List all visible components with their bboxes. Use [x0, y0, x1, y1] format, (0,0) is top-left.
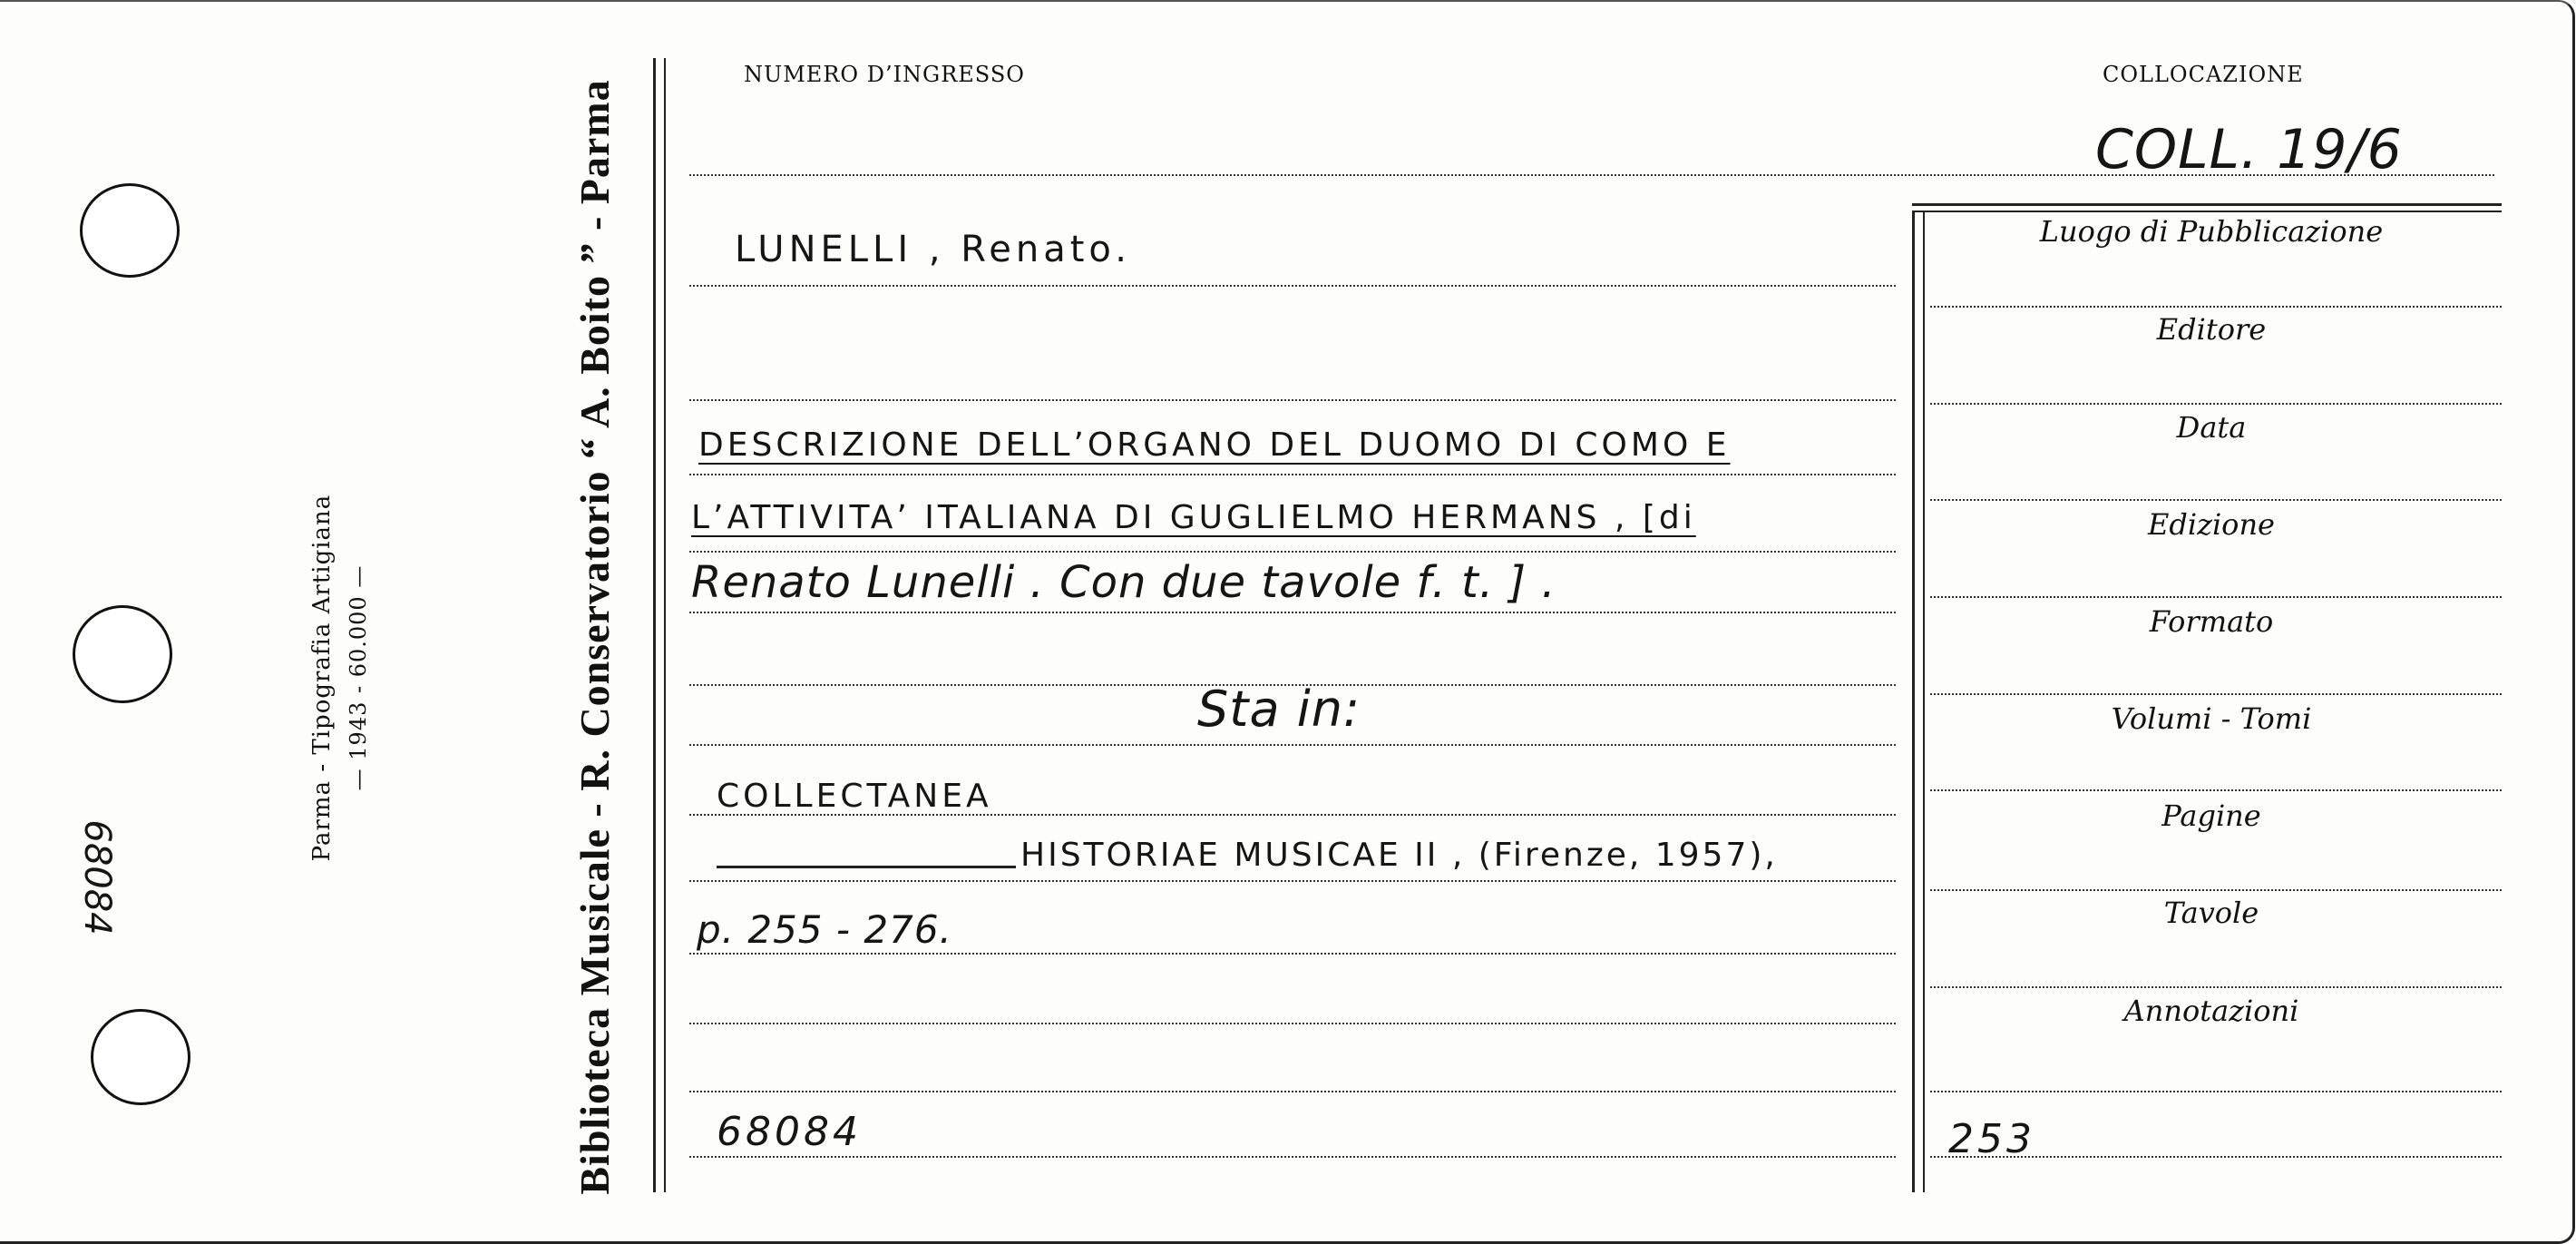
series-dash — [717, 866, 1016, 868]
panel-top-rule-2 — [1912, 211, 2502, 212]
field-formato: Formato — [2149, 604, 2274, 639]
field-rule-4 — [1930, 596, 2502, 598]
series-line-1: COLLECTANEA — [717, 778, 992, 815]
author-heading — [735, 229, 1131, 270]
title-line-2: L’ATTIVITA’ ITALIANA DI GUGLIELMO HERMANS , [di — [691, 499, 1696, 536]
printer-line-1: Parma - Tipografia Artigiana — [308, 494, 336, 862]
panel-rule-outer — [1912, 211, 1915, 1192]
page-range: p. 255 - 276. — [697, 907, 952, 952]
field-annotazioni: Annotazioni — [2123, 994, 2299, 1028]
punch-hole-middle — [73, 605, 172, 703]
field-data: Data — [2176, 410, 2247, 445]
rule-12 — [689, 1023, 1896, 1024]
punch-hole-top — [80, 183, 180, 278]
shelfmark-value: COLL. 19/6 — [2095, 118, 2403, 181]
annotation-value: 253 — [1948, 1116, 2035, 1162]
rule-8 — [689, 744, 1896, 746]
title-line-1: DESCRIZIONE DELL’ORGANO DEL DUOMO DI COMO E — [698, 426, 1731, 464]
accession-number: 68084 — [717, 1109, 862, 1155]
extract-note: Sta in: — [1197, 681, 1361, 738]
printer-line-2: — 1943 - 60.000 — — [346, 564, 371, 791]
rule-14 — [689, 1156, 1896, 1158]
rule-11 — [689, 953, 1896, 955]
field-edizione: Edizione — [2148, 507, 2275, 542]
field-rule-7 — [1930, 889, 2502, 891]
rule-3 — [689, 399, 1896, 401]
rule-6 — [689, 612, 1896, 613]
field-volumi-tomi: Volumi - Tomi — [2111, 701, 2312, 736]
library-name: Biblioteca Musicale - R. Conservatorio “ A. Boito ” - Parma — [571, 79, 618, 1195]
left-rule-inner — [664, 58, 666, 1192]
accession-number-label: NUMERO D’INGRESSO — [744, 62, 1025, 87]
printer-imprint — [304, 369, 385, 986]
rule-5 — [689, 551, 1896, 553]
field-editore: Editore — [2156, 312, 2267, 347]
rule-13 — [689, 1091, 1896, 1092]
panel-rule-inner — [1923, 211, 1925, 1192]
rule-10 — [689, 880, 1896, 882]
author-text: LUNELLI , Renato. — [735, 229, 1131, 270]
field-pagine: Pagine — [2161, 798, 2261, 833]
punch-hole-bottom — [91, 1009, 190, 1105]
field-rule-6 — [1930, 789, 2502, 791]
rule-2 — [689, 285, 1896, 287]
field-rule-3 — [1930, 499, 2502, 501]
field-rule-1 — [1930, 306, 2502, 308]
field-rule-2 — [1930, 403, 2502, 405]
shelfmark-label: COLLOCAZIONE — [2103, 62, 2304, 87]
series-line-2: HISTORIAE MUSICAE II , (Firenze, 1957), — [1020, 837, 1778, 874]
panel-top-rule — [1912, 203, 2502, 206]
field-rule-9 — [1930, 1091, 2502, 1092]
field-luogo-di-pubblicazione: Luogo di Pubblicazione — [2039, 214, 2384, 249]
pencil-accession-number: 68084 — [76, 819, 118, 935]
field-rule-8 — [1930, 986, 2502, 988]
rule-1 — [689, 174, 2494, 176]
field-rule-5 — [1930, 693, 2502, 695]
left-rule-outer — [653, 58, 656, 1192]
field-tavole: Tavole — [2163, 896, 2259, 930]
title-line-3: Renato Lunelli . Con due tavole f. t. ] . — [691, 557, 1556, 608]
rule-4 — [689, 474, 1896, 475]
